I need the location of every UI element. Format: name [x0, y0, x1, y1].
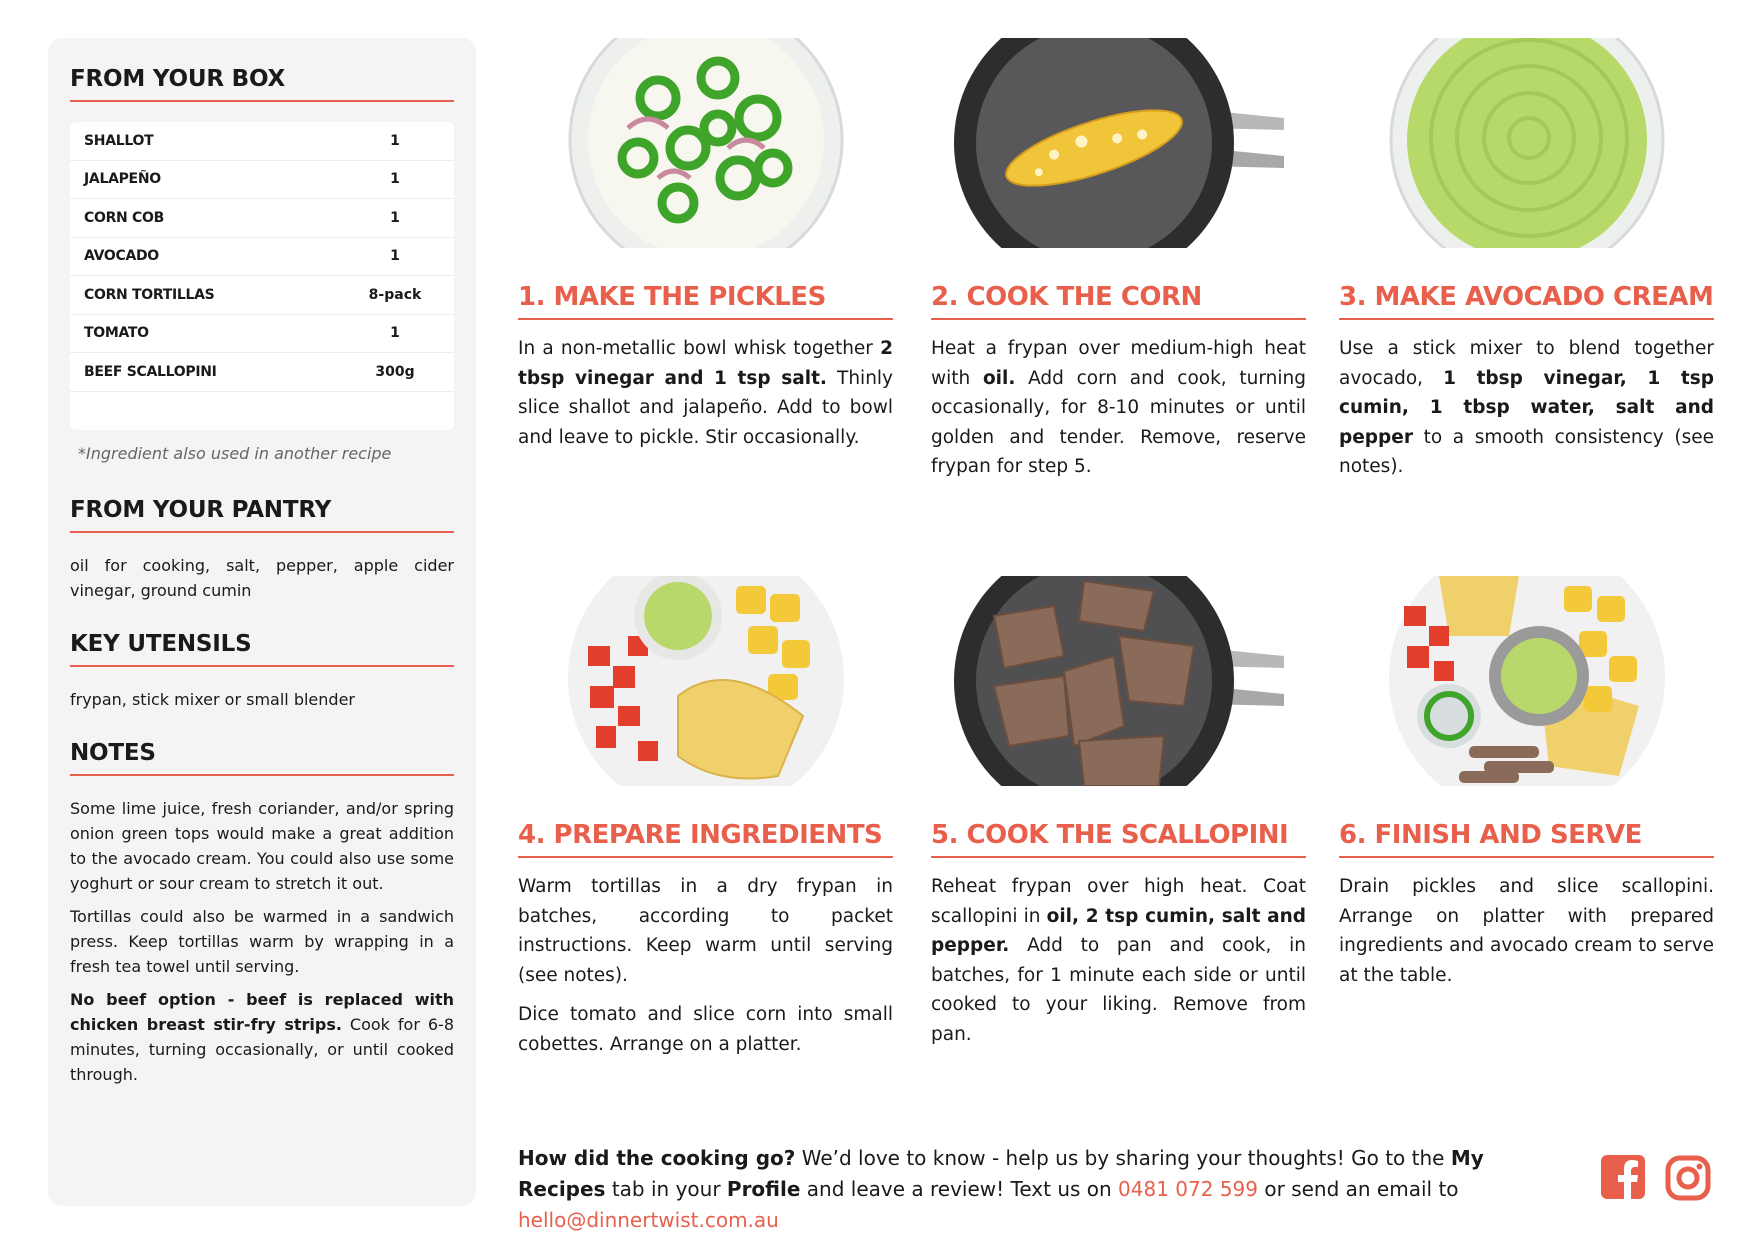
footer-text: and leave a review! Text us on — [800, 1177, 1119, 1201]
platter-image — [568, 576, 844, 786]
table-row — [70, 276, 454, 315]
step-title: 3. MAKE AVOCADO CREAM — [1339, 282, 1714, 320]
ingredient-qty: 1 — [390, 248, 400, 265]
step-text-part: Add to pan and cook, in batches, for 1 minute each side or until cooked to your liking. Remove from pan. — [931, 935, 1306, 1045]
step-title: 2. COOK THE CORN — [931, 282, 1306, 320]
ingredients-sidebar — [48, 38, 476, 1206]
step-title: 6. FINISH AND SERVE — [1339, 820, 1714, 858]
utensils-text: frypan, stick mixer or small blender — [70, 689, 355, 709]
notes-paragraph: Tortillas could also be warmed in a sandwich press. Keep tortillas warm by wrapping in a fresh tea towel until serving. — [70, 906, 454, 976]
step-text-part: In a non-metallic bowl whisk together — [518, 338, 881, 359]
ingredient-qty: 1 — [390, 209, 400, 226]
step-text — [931, 334, 1306, 482]
my-recipes-tab-text: My Recipes — [518, 1146, 1484, 1201]
review-question: How did the cooking go? — [518, 1146, 796, 1170]
step-text: Dice tomato and slice corn into small cobettes. Arrange on a platter. — [518, 1004, 893, 1055]
table-row — [70, 315, 454, 354]
step-text — [1339, 334, 1714, 482]
step-text: Drain pickles and slice scallopini. Arrange on platter with prepared ingredients and avocado cream to serve at the table. — [1339, 876, 1714, 986]
step-text-part: to a smooth consistency (see notes). — [1339, 426, 1714, 477]
scallopini-frypan-image — [954, 576, 1284, 786]
step-text-bold: 2 tbsp vinegar and 1 tsp salt. — [518, 338, 893, 389]
step-text — [518, 334, 893, 452]
step-3 — [1339, 38, 1714, 482]
step-2 — [931, 38, 1306, 482]
ingredient-name: SHALLOT — [84, 132, 154, 149]
notes-heading: NOTES — [70, 740, 454, 776]
facebook-icon[interactable] — [1601, 1155, 1645, 1199]
ingredient-name: BEEF SCALLOPINI — [84, 363, 217, 380]
ingredient-qty: 300g — [375, 363, 415, 380]
step-text — [931, 872, 1306, 1049]
ingredient-name: AVOCADO — [84, 248, 159, 265]
notes-rest: Cook for 6-8 minutes, turning occasionally, or until cooked through. — [70, 1014, 454, 1084]
step-5 — [931, 576, 1306, 1049]
notes-paragraph: Some lime juice, fresh coriander, and/or spring onion green tops would make a great addition to the avocado cream. You could also use some yoghurt or sour cream to stretch it out. — [70, 798, 454, 893]
pantry-heading: FROM YOUR PANTRY — [70, 497, 454, 533]
step-text-bold: oil, 2 tsp cumin, salt and pepper. — [931, 905, 1306, 956]
step-1 — [518, 38, 893, 452]
step-text-bold: oil. — [982, 367, 1016, 389]
corn-frypan-image — [954, 38, 1284, 248]
box-footnote: *Ingredient also used in another recipe — [78, 443, 392, 463]
step-text-part: Heat a frypan over medium-high heat with — [931, 338, 1306, 389]
serving-platter-image — [1389, 576, 1665, 786]
step-title: 5. COOK THE SCALLOPINI — [931, 820, 1306, 858]
table-row — [70, 161, 454, 200]
email-link[interactable]: hello@dinnertwist.com.au — [518, 1208, 779, 1232]
pickles-bowl-image — [568, 38, 844, 248]
step-title: 4. PREPARE INGREDIENTS — [518, 820, 893, 858]
footer-text: tab in your — [605, 1177, 727, 1201]
instagram-icon[interactable] — [1665, 1155, 1711, 1201]
step-title: 1. MAKE THE PICKLES — [518, 282, 893, 320]
footer-text: or send an email to — [1258, 1177, 1459, 1201]
notes-paragraph — [70, 987, 454, 1087]
table-row — [70, 238, 454, 277]
profile-text: Profile — [726, 1177, 801, 1201]
phone-link[interactable]: 0481 072 599 — [1118, 1177, 1259, 1201]
notes-bold: No beef option - beef is replaced with chicken breast stir-fry strips. — [70, 989, 454, 1034]
ingredient-name: JALAPEÑO — [84, 171, 161, 188]
table-row — [70, 122, 454, 161]
step-text-part: Reheat frypan over high heat. Coat scallopini in — [931, 876, 1306, 927]
ingredient-name: CORN COB — [84, 209, 164, 226]
review-prompt — [518, 1143, 1578, 1236]
table-row — [70, 353, 454, 392]
pantry-text: oil for cooking, salt, pepper, apple cider vinegar, ground cumin — [70, 555, 454, 600]
from-box-table — [70, 122, 454, 430]
ingredient-qty: 8-pack — [368, 286, 422, 303]
ingredient-qty: 1 — [390, 171, 400, 188]
from-box-heading: FROM YOUR BOX — [70, 66, 454, 102]
step-text-bold: 1 tbsp vinegar, 1 tsp cumin, 1 tbsp water, salt and pepper — [1339, 367, 1714, 448]
step-text-part: Add corn and cook, turning occasionally, for 8-10 minutes or until golden and tender. Remove, reserve frypan for step 5. — [931, 367, 1306, 477]
step-4 — [518, 576, 893, 1059]
avocado-cream-image — [1389, 38, 1665, 248]
utensils-heading: KEY UTENSILS — [70, 631, 454, 667]
ingredient-name: TOMATO — [84, 325, 149, 342]
table-row — [70, 199, 454, 238]
ingredient-qty: 1 — [390, 325, 400, 342]
ingredient-qty: 1 — [390, 132, 400, 149]
step-text: Warm tortillas in a dry frypan in batches, according to packet instructions. Keep warm until serving (see notes). — [518, 876, 893, 986]
ingredient-name: CORN TORTILLAS — [84, 286, 215, 303]
footer-text: We’d love to know - help us by sharing your thoughts! Go to the — [795, 1146, 1451, 1170]
step-6 — [1339, 576, 1714, 990]
step-text-part: Thinly slice shallot and jalapeño. Add to bowl and leave to pickle. Stir occasionally. — [518, 367, 894, 448]
step-text-part: Use a stick mixer to blend together avocado, — [1339, 338, 1714, 389]
